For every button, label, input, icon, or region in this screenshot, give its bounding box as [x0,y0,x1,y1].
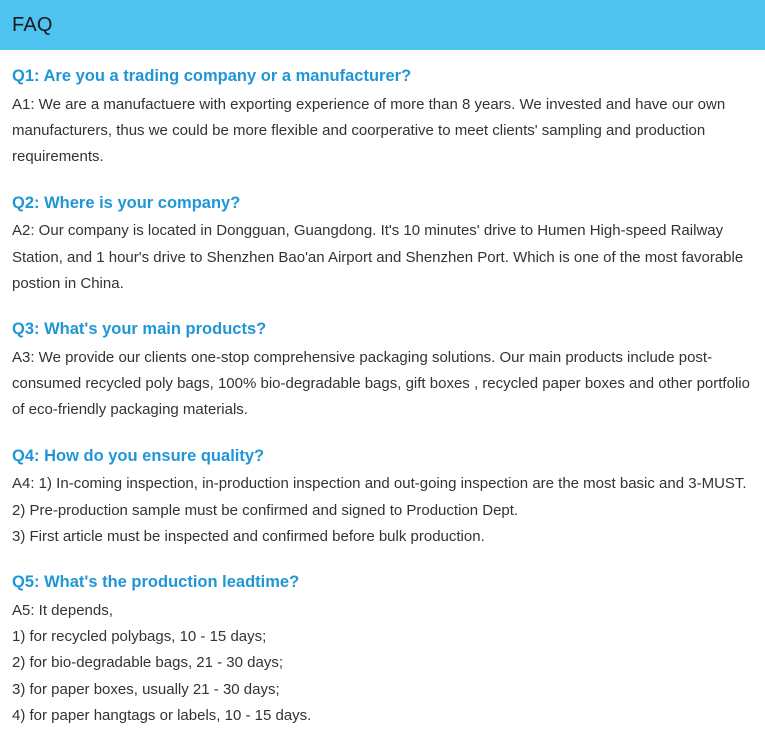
faq-answer [12,471,751,550]
faq-answer-line: A5: It depends, [12,601,113,619]
faq-answer [12,345,751,424]
faq-answer-line: A4: 1) In-coming inspection, in-production inspection and out-going inspection are the most basic and 3-MUST. [12,475,747,493]
faq-item [12,444,751,551]
page-title: FAQ [12,13,53,36]
faq-answer-line: 2) for bio-degradable bags, 21 - 30 days; [12,654,284,672]
faq-header-bar [0,0,765,50]
faq-answer-line: 2) Pre-production sample must be confirmed and signed to Production Dept. [12,501,519,519]
faq-item [12,64,751,171]
faq-item [12,570,751,729]
faq-answer-line: 1) for recycled polybags, 10 - 15 days; [12,628,267,645]
faq-answer [12,92,751,171]
faq-question: Q1: Are you a trading company or a manufacturer? [12,67,412,85]
faq-question: Q3: What's your main products? [12,320,267,338]
faq-answer-line: A3: We provide our clients one-stop comprehensive packaging solutions. Our main products include post-consumed recycled poly bags, 100% bio-degradable bags, gift boxes , recycled paper boxes and other portfolio of eco-friendly packaging materials. [12,348,750,419]
faq-question: Q2: Where is your company? [12,193,241,212]
faq-answer-line: 3) First article must be inspected and confirmed before bulk production. [12,527,485,545]
faq-list [0,50,765,729]
faq-answer [12,218,751,297]
faq-question: Q4: How do you ensure quality? [12,446,265,465]
faq-answer-line: 3) for paper boxes, usually 21 - 30 days; [12,680,280,698]
faq-item [12,317,751,424]
faq-answer-line: 4) for paper hangtags or labels, 10 - 15 days. [12,706,312,724]
faq-answer-line: A2: Our company is located in Dongguan, Guangdong. It's 10 minutes' drive to Humen High-speed Railway Station, and 1 hour's drive to Shenzhen Bao'an Airport and Shenzhen Port. Which is one of the most favorable postion in China. [12,222,744,292]
faq-item [12,191,751,298]
faq-answer-line: A1: We are a manufactuere with exporting experience of more than 8 years. We invested and have our own manufacturers, thus we could be more flexible and coorperative to meet clients' sampling and production requirements. [12,95,726,166]
faq-answer [12,598,751,729]
faq-question: Q5: What's the production leadtime? [12,573,300,591]
